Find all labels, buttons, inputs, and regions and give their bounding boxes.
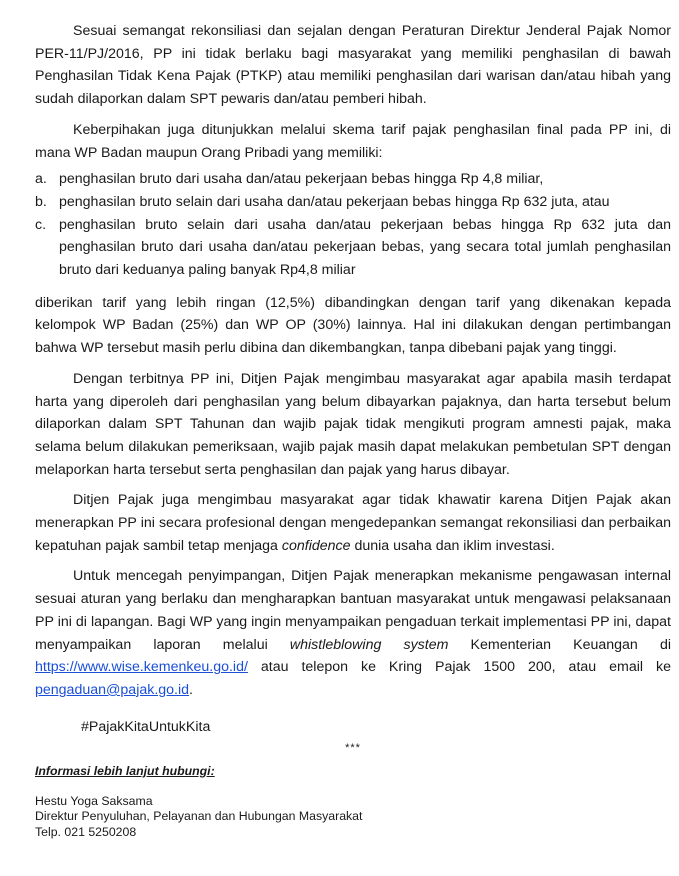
list-item-text: penghasilan bruto selain dari usaha dan/atau pekerjaan bebas hingga Rp 632 juta dan penghasilan bruto dari usaha dan/atau pekerjaan bebas, yang secara total jumlah penghasilan bruto dari keduanya paling banyak Rp4,8 miliar bbox=[59, 216, 671, 279]
list-item bbox=[35, 214, 671, 282]
list-marker: b. bbox=[35, 193, 47, 210]
emphasis-whistleblowing: whistleblowing system bbox=[289, 636, 449, 653]
text-segment: atau telepon ke Kring Pajak 1500 200, atau email ke bbox=[247, 659, 671, 676]
paragraph-ptkp: Sesuai semangat rekonsiliasi dan sejalan dengan Peraturan Direktur Jenderal Pajak Nomor PER-11/PJ/2016, PP ini tidak berlaku bagi masyarakat yang memiliki penghasilan di bawah Penghasilan Tidak Kena Pajak (PTKP) atau memiliki penghasilan dari warisan dan/atau hibah yang sudah dilaporkan dalam SPT pewaris dan/atau pemberi hibah. bbox=[35, 23, 671, 108]
document-page bbox=[35, 0, 671, 840]
separator: *** bbox=[345, 741, 361, 754]
text-segment: Kementerian Keuangan di bbox=[448, 636, 671, 653]
contact-phone: Telp. 021 5250208 bbox=[35, 824, 137, 839]
hashtag: #PajakKitaUntukKita bbox=[81, 718, 211, 735]
list-item-text: penghasilan bruto dari usaha dan/atau pekerjaan bebas hingga Rp 4,8 miliar, bbox=[59, 171, 544, 188]
list-marker: a. bbox=[35, 171, 47, 188]
text-segment: . bbox=[189, 681, 193, 698]
contact-heading: Informasi lebih lanjut hubungi: bbox=[35, 763, 215, 778]
list-marker: c. bbox=[35, 216, 47, 233]
paragraph-imbauan: Dengan terbitnya PP ini, Ditjen Pajak mengimbau masyarakat agar apabila masih terdapat harta yang diperoleh dari penghasilan yang belum dibayarkan pajaknya, dan harta tersebut belum dilaporkan dalam SPT Tahunan dan wajib pajak tidak mengikuti program amnesti pajak, maka selama belum dilakukan pemeriksaan, wajib pajak masih dapat melakukan pembetulan SPT dengan melaporkan harta tersebut serta penghasilan dan pajak yang harus dibayar. bbox=[35, 370, 671, 478]
contact-position: Direktur Penyuluhan, Pelayanan dan Hubungan Masyarakat bbox=[35, 809, 363, 824]
emphasis-confidence: confidence bbox=[281, 537, 351, 554]
contact-name: Hestu Yoga Saksama bbox=[35, 793, 153, 808]
list-item bbox=[35, 191, 671, 214]
list-item bbox=[35, 168, 671, 191]
criteria-list bbox=[35, 168, 671, 282]
paragraph-tarif-detail: diberikan tarif yang lebih ringan (12,5%) dibandingkan dengan tarif yang dikenakan kepada kelompok WP Badan (25%) dan WP OP (30%) lainnya. Hal ini dilakukan dengan pertimbangan bahwa WP tersebut masih perlu dibina dan dikembangkan, tanpa dibebani pajak yang tinggi. bbox=[35, 294, 671, 357]
text-segment: Ditjen Pajak juga mengimbau masyarakat agar tidak khawatir karena Ditjen Pajak akan menerapkan PP ini secara profesional dengan mengedepankan semangat rekonsiliasi dan perbaikan kepatuhan pajak sambil tetap menjaga bbox=[35, 492, 671, 554]
paragraph-tarif-intro: Keberpihakan juga ditunjukkan melalui skema tarif pajak penghasilan final pada PP ini, di mana WP Badan maupun Orang Pribadi yang memiliki: bbox=[35, 121, 671, 161]
email-link[interactable]: pengaduan@pajak.go.id bbox=[35, 681, 190, 698]
text-segment: Untuk mencegah penyimpangan, Ditjen Pajak menerapkan mekanisme pengawasan internal sesuai aturan yang berlaku dan mengharapkan bantuan masyarakat untuk mengawasi pelaksanaan PP ini di lapangan. Bagi WP yang ingin menyampaikan pengaduan terkait implementasi PP ini, dapat menyampaikan laporan melalui bbox=[35, 568, 671, 653]
list-item-text: penghasilan bruto selain dari usaha dan/atau pekerjaan bebas hingga Rp 632 juta, atau bbox=[59, 193, 610, 210]
wise-link[interactable]: https://www.wise.kemenkeu.go.id/ bbox=[35, 659, 248, 676]
contact-block bbox=[35, 794, 671, 841]
paragraph-profesional bbox=[35, 489, 671, 557]
text-segment: dunia usaha dan iklim investasi. bbox=[350, 537, 555, 554]
paragraph-pengawasan bbox=[35, 565, 671, 701]
